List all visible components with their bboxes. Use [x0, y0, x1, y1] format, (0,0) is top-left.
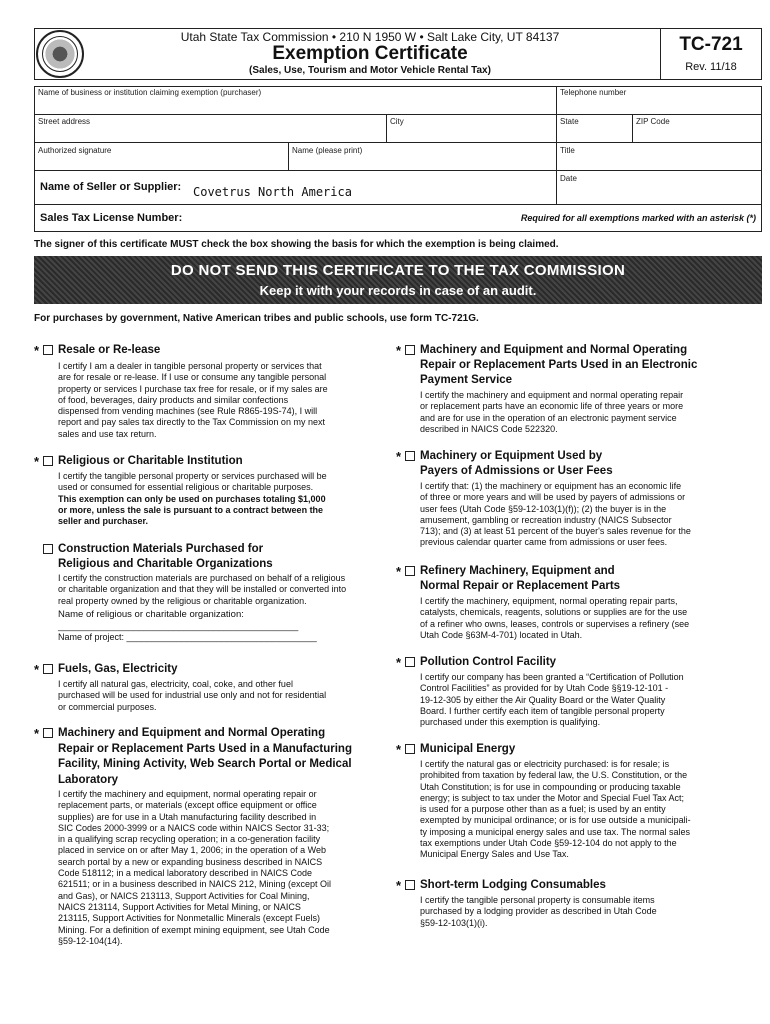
print-name-field[interactable]	[290, 155, 554, 169]
religious-title: Religious or Charitable Institution	[58, 455, 243, 467]
street-address-label: Street address	[38, 117, 91, 126]
asterisk-mark: *	[396, 564, 402, 579]
divider	[34, 142, 762, 143]
pollution-control-text: I certify our company has been granted a “Certification of Pollution Control Facilities” as provided for by Utah Code §§19-12-101 - 19-12-305 by either the Air Quality Board or the Water Quality Board. I further certify each item of tangible personal property purchased under this exemption is qualifying.	[420, 672, 684, 728]
construction-checkbox[interactable]	[43, 544, 53, 554]
machinery-manufacturing-title: Machinery and Equipment and Normal Operating Repair or Replacement Parts Used in a Manufacturing Facility, Mining Activity, Web Search Portal or Medical Laboratory	[58, 727, 352, 786]
zip-code-field[interactable]	[634, 126, 760, 141]
form-revision: Rev. 11/18	[685, 61, 737, 73]
resale-checkbox[interactable]	[43, 345, 53, 355]
divider	[632, 114, 633, 142]
construction-text: I certify the construction materials are purchased on behalf of a religious or charitable organization and that they will be installed or converted into real property owned by the religious or charitable organization. Name of religious or charitable organization: ________________________________________________ Name of project: ______________________________________	[58, 573, 384, 644]
city-label: City	[390, 117, 404, 126]
title-label: Title	[560, 146, 575, 155]
asterisk-mark: *	[396, 449, 402, 464]
construction-title: Construction Materials Purchased for Religious and Charitable Organizations	[58, 543, 273, 570]
divider	[556, 86, 557, 204]
fuels-checkbox[interactable]	[43, 664, 53, 674]
lodging-consumables-text: I certify the tangible personal property is consumable items purchased by a lodging provider as described in Utah Code §59-12-103(1)(i).	[420, 895, 657, 928]
divider	[34, 114, 762, 115]
machinery-electronic-payment-text: I certify the machinery and equipment and normal operating repair or replacement parts have an economic life of three years or more and are for use in the operation of an electronic payment service described in NAICS Code 522320.	[420, 390, 684, 434]
print-name-label: Name (please print)	[292, 146, 363, 155]
machinery-manufacturing-checkbox[interactable]	[43, 728, 53, 738]
project-name-field[interactable]: Name of project: ______________________________________	[58, 632, 317, 643]
seller-label: Name of Seller or Supplier:	[40, 181, 182, 193]
asterisk-mark: *	[396, 878, 402, 893]
state-seal-icon	[36, 30, 84, 78]
resale-text: I certify I am a dealer in tangible personal property or services that are for resale or re-lease. If I use or consume any tangible personal property or services I purchase tax free for resale, or if my sales are of food, beverages, dairy products and similar confections dispensed from vending machines (see Rule R865-19S-74), I will report and pay sales tax directly to the Tax Commission on my next sales and use tax return.	[58, 361, 328, 439]
form-subtitle: (Sales, Use, Tourism and Motor Vehicle Rental Tax)	[249, 65, 491, 76]
date-label: Date	[560, 174, 577, 183]
divider	[386, 114, 387, 142]
divider	[34, 204, 762, 205]
organization-name-field[interactable]: ________________________________________________	[58, 621, 299, 632]
asterisk-mark: *	[396, 742, 402, 757]
city-field[interactable]	[388, 126, 554, 141]
signature-field[interactable]	[36, 155, 286, 169]
telephone-field[interactable]	[558, 98, 760, 113]
divider	[288, 142, 289, 170]
state-field[interactable]	[558, 126, 630, 141]
agency-line: Utah State Tax Commission • 210 N 1950 W • Salt Lake City, UT 84137	[180, 30, 560, 44]
religious-checkbox[interactable]	[43, 456, 53, 466]
license-label: Sales Tax License Number:	[40, 212, 183, 224]
title-field[interactable]	[558, 155, 760, 169]
refinery-title: Refinery Machinery, Equipment and Normal Repair or Replacement Parts	[420, 565, 621, 592]
admissions-title: Machinery or Equipment Used by Payers of Admissions or User Fees	[420, 450, 613, 477]
lodging-consumables-title: Short-term Lodging Consumables	[420, 879, 606, 891]
telephone-label: Telephone number	[560, 88, 627, 97]
fuels-title: Fuels, Gas, Electricity	[58, 663, 178, 675]
machinery-manufacturing-text: I certify the machinery and equipment, normal operating repair or replacement parts, or materials (except office equipment or office supplies) are for use in a Utah manufacturing facility described in SIC Codes 2000-3999 or a NAICS code within NAICS Sector 31-33; in a qualifying scrap recycling operation; in a co-generation facility placed in service on or after May 1, 2006; in the operation of a Web search portal by a new or expanding business described in NAICS Code 518112; in a medical laboratory described in NAICS Code 621511; or in a business described in NAICS 212, Mining (except Oil and Gas), or NAICS 213113, Support Activities for Coal Mining, NAICS 213114, Support Activities for Metal Mining, or NAICS 213115, Support Activities for Nonmetallic Minerals (except Fuels) Mining. For a definition of exempt mining equipment, see Utah Code §59-12-104(14).	[58, 789, 331, 946]
zip-code-label: ZIP Code	[636, 117, 670, 126]
form-title: Exemption Certificate	[272, 43, 468, 64]
state-label: State	[560, 117, 579, 126]
municipal-energy-checkbox[interactable]	[405, 744, 415, 754]
refinery-checkbox[interactable]	[405, 566, 415, 576]
admissions-text: I certify that: (1) the machinery or equipment has an economic life of three or more years and will be used by payers of admissions or user fees (Utah Code §59-12-103(1)(f)); (2) the buyer is in the amusement, gambling or recreation industry (NAICS Subsector 713); and (3) at least 51 percent of the buyer's sales revenue for the previous calendar quarter came from admissions or user fees.	[420, 481, 691, 548]
asterisk-mark: *	[396, 655, 402, 670]
machinery-electronic-payment-checkbox[interactable]	[405, 345, 415, 355]
banner-sub-text: Keep it with your records in case of an audit.	[259, 283, 537, 298]
seller-field[interactable]: Covetrus North America	[193, 185, 352, 199]
pollution-control-title: Pollution Control Facility	[420, 656, 557, 668]
street-address-field[interactable]	[36, 126, 384, 141]
asterisk-mark: *	[396, 343, 402, 358]
date-field[interactable]	[558, 184, 760, 202]
government-notice: For purchases by government, Native American tribes and public schools, use form TC-721G.	[34, 313, 479, 324]
signer-notice: The signer of this certificate MUST check the box showing the basis for which the exemption is being claimed.	[34, 239, 559, 250]
fuels-text: I certify all natural gas, electricity, coal, coke, and other fuel purchased will be used for industrial use only and not for residential or commercial purposes.	[58, 679, 327, 712]
municipal-energy-text: I certify the natural gas or electricity purchased: is for resale; is prohibited from taxation by federal law, the U.S. Constitution, or the Utah Constitution; is for use in compounding or producing taxable energy; is subject to tax under the Motor and Special Fuel Tax Act; is used for a purpose other than as a fuel; is used by an entity exempted by municipal ordinance; or is for use outside a municipali- ty imposing a municipal energy sales and use tax. The normal sales tax exemptions under Utah Code §59-12-104 do not apply to the Municipal Energy Sales and Use Tax.	[420, 759, 691, 860]
lodging-consumables-checkbox[interactable]	[405, 880, 415, 890]
municipal-energy-title: Municipal Energy	[420, 743, 516, 755]
admissions-checkbox[interactable]	[405, 451, 415, 461]
asterisk-mark: *	[34, 454, 40, 469]
asterisk-mark: *	[34, 343, 40, 358]
pollution-control-checkbox[interactable]	[405, 657, 415, 667]
banner-main-text: DO NOT SEND THIS CERTIFICATE TO THE TAX COMMISSION	[170, 262, 626, 279]
asterisk-mark: *	[34, 662, 40, 677]
refinery-text: I certify the machinery, equipment, normal operating repair parts, catalysts, chemicals, reagents, solutions or supplies are for the use of a refiner who owns, leases, controls or supervises a refinery (see Utah Code §63M-4-701) located in Utah.	[420, 596, 690, 640]
form-number: TC-721	[679, 34, 743, 55]
business-name-label: Name of business or institution claiming exemption (purchaser)	[38, 88, 262, 97]
required-note: Required for all exemptions marked with an asterisk (*)	[520, 213, 756, 223]
machinery-electronic-payment-title: Machinery and Equipment and Normal Operating Repair or Replacement Parts Used in an Electronic Payment Service	[420, 344, 698, 386]
resale-title: Resale or Re-lease	[58, 344, 161, 356]
signature-label: Authorized signature	[38, 146, 112, 155]
divider	[34, 170, 762, 171]
religious-text: I certify the tangible personal property or services purchased will be used or consumed for essential religious or charitable purposes. This exemption can only be used on purchases totaling $1,000 or more, unless the sale is pursuant to a contract between the seller and purchaser.	[58, 471, 327, 527]
business-name-field[interactable]	[36, 98, 554, 113]
license-field[interactable]	[190, 208, 450, 228]
asterisk-mark: *	[34, 726, 40, 741]
